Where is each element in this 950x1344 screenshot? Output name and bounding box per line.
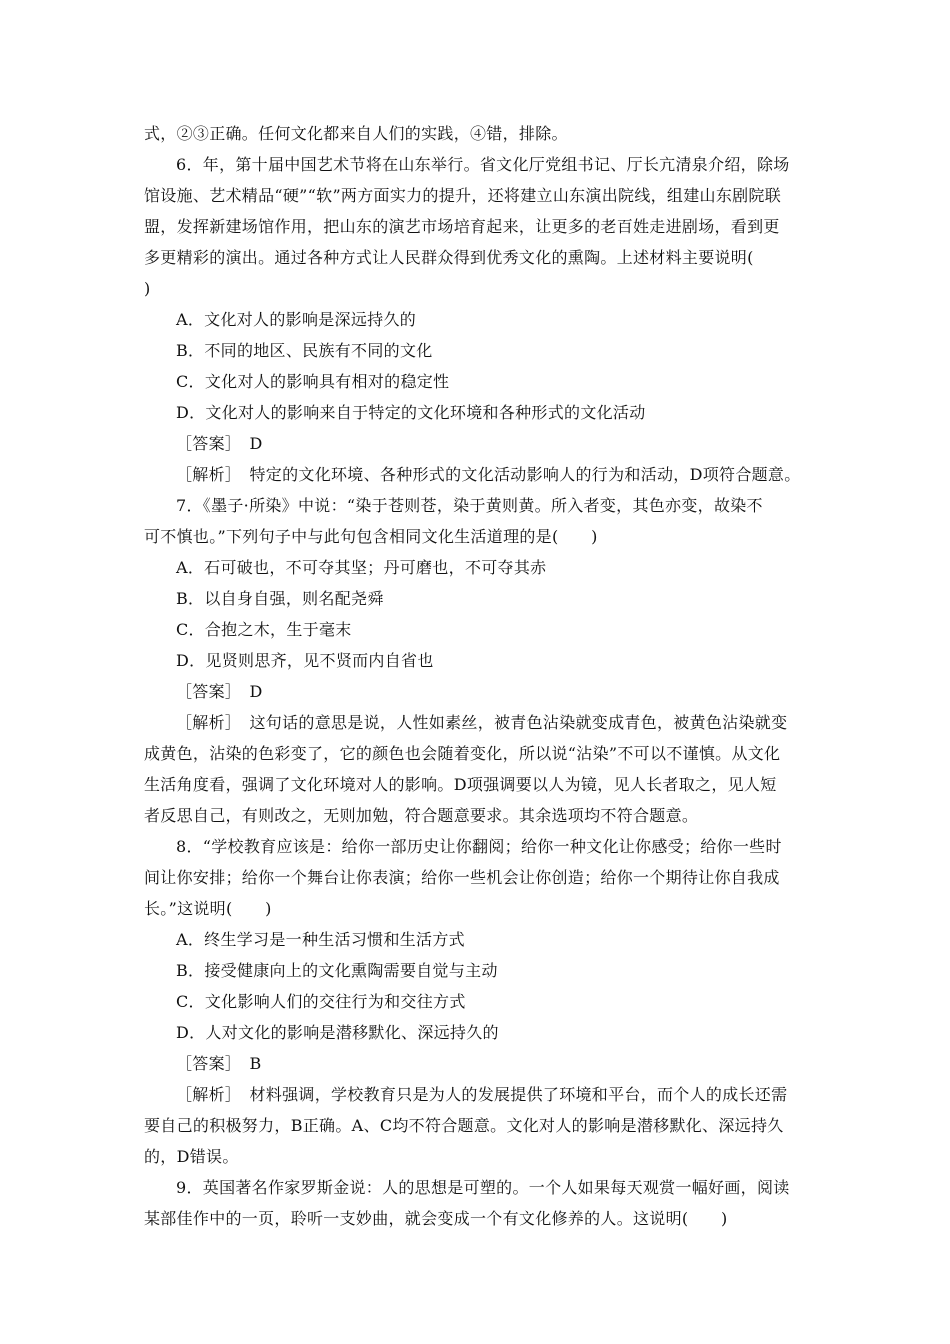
text-line: 馆设施、艺术精品“硬”“软”两方面实力的提升，还将建立山东演出院线，组建山东剧院联: [144, 186, 782, 205]
text-line: 要自己的积极努力，B正确。A、C均不符合题意。文化对人的影响是潜移默化、深远持久: [144, 1116, 784, 1135]
text-line: 间让你安排；给你一个舞台让你表演；给你一些机会让你创造；给你一个期待让你自我成: [144, 868, 780, 887]
text-line: 某部佳作中的一页，聆听一支妙曲，就会变成一个有文化修养的人。这说明( ): [144, 1209, 728, 1228]
text-line: 8．“学校教育应该是：给你一部历史让你翻阅；给你一种文化让你感受；给你一些时: [176, 837, 782, 856]
text-line: B．不同的地区、民族有不同的文化: [176, 341, 433, 360]
text-line: ): [144, 279, 151, 298]
text-line: ［答案］ D: [176, 682, 263, 701]
text-line: ［解析］ 特定的文化环境、各种形式的文化活动影响人的行为和活动，D项符合题意。: [176, 465, 801, 484]
text-line: 成黄色，沾染的色彩变了，它的颜色也会随着变化，所以说“沾染”不可以不谨慎。从文化: [144, 744, 781, 763]
text-line: ［答案］ D: [176, 434, 263, 453]
text-line: A．石可破也，不可夺其坚；丹可磨也，不可夺其赤: [176, 558, 547, 577]
text-line: B．以自身自强，则名配尧舜: [176, 589, 384, 608]
text-line: 长。”这说明( ): [144, 899, 272, 918]
text-line: 多更精彩的演出。通过各种方式让人民群众得到优秀文化的熏陶。上述材料主要说明(: [144, 248, 754, 267]
text-line: C．文化对人的影响具有相对的稳定性: [176, 372, 450, 391]
text-line: 的，D错误。: [144, 1147, 239, 1166]
text-line: ［答案］ B: [176, 1054, 262, 1073]
text-line: 可不慎也。”下列句子中与此句包含相同文化生活道理的是( ): [144, 527, 598, 546]
text-line: ［解析］ 这句话的意思是说，人性如素丝，被青色沾染就变成青色，被黄色沾染就变: [176, 713, 788, 732]
text-line: A．终生学习是一种生活习惯和生活方式: [176, 930, 465, 949]
text-line: B．接受健康向上的文化熏陶需要自觉与主动: [176, 961, 498, 980]
text-line: ［解析］ 材料强调，学校教育只是为人的发展提供了环境和平台，而个人的成长还需: [176, 1085, 788, 1104]
text-line: D．文化对人的影响来自于特定的文化环境和各种形式的文化活动: [176, 403, 646, 422]
text-line: D．人对文化的影响是潜移默化、深远持久的: [176, 1023, 499, 1042]
text-line: 7．《墨子·所染》中说：“染于苍则苍，染于黄则黄。所入者变，其色亦变，故染不: [176, 496, 763, 515]
text-line: C．合抱之木，生于毫末: [176, 620, 352, 639]
text-line: 生活角度看，强调了文化环境对人的影响。D项强调要以人为镜，见人长者取之，见人短: [144, 775, 777, 794]
text-line: 者反思自己，有则改之，无则加勉，符合题意要求。其余选项均不符合题意。: [144, 806, 699, 825]
text-line: 盟，发挥新建场馆作用，把山东的演艺市场培育起来，让更多的老百姓走进剧场，看到更: [144, 217, 780, 236]
text-line: A．文化对人的影响是深远持久的: [176, 310, 417, 329]
text-line: D．见贤则思齐，见不贤而内自省也: [176, 651, 434, 670]
document-body: [144, 118, 808, 1234]
text-line: 6．年，第十届中国艺术节将在山东举行。省文化厅党组书记、厅长亢清泉介绍，除场: [176, 155, 790, 174]
text-line: 9．英国著名作家罗斯金说：人的思想是可塑的。一个人如果每天观赏一幅好画，阅读: [176, 1178, 790, 1197]
text-line: C．文化影响人们的交往行为和交往方式: [176, 992, 466, 1011]
text-line: 式，②③正确。任何文化都来自人们的实践，④错，排除。: [144, 124, 568, 143]
